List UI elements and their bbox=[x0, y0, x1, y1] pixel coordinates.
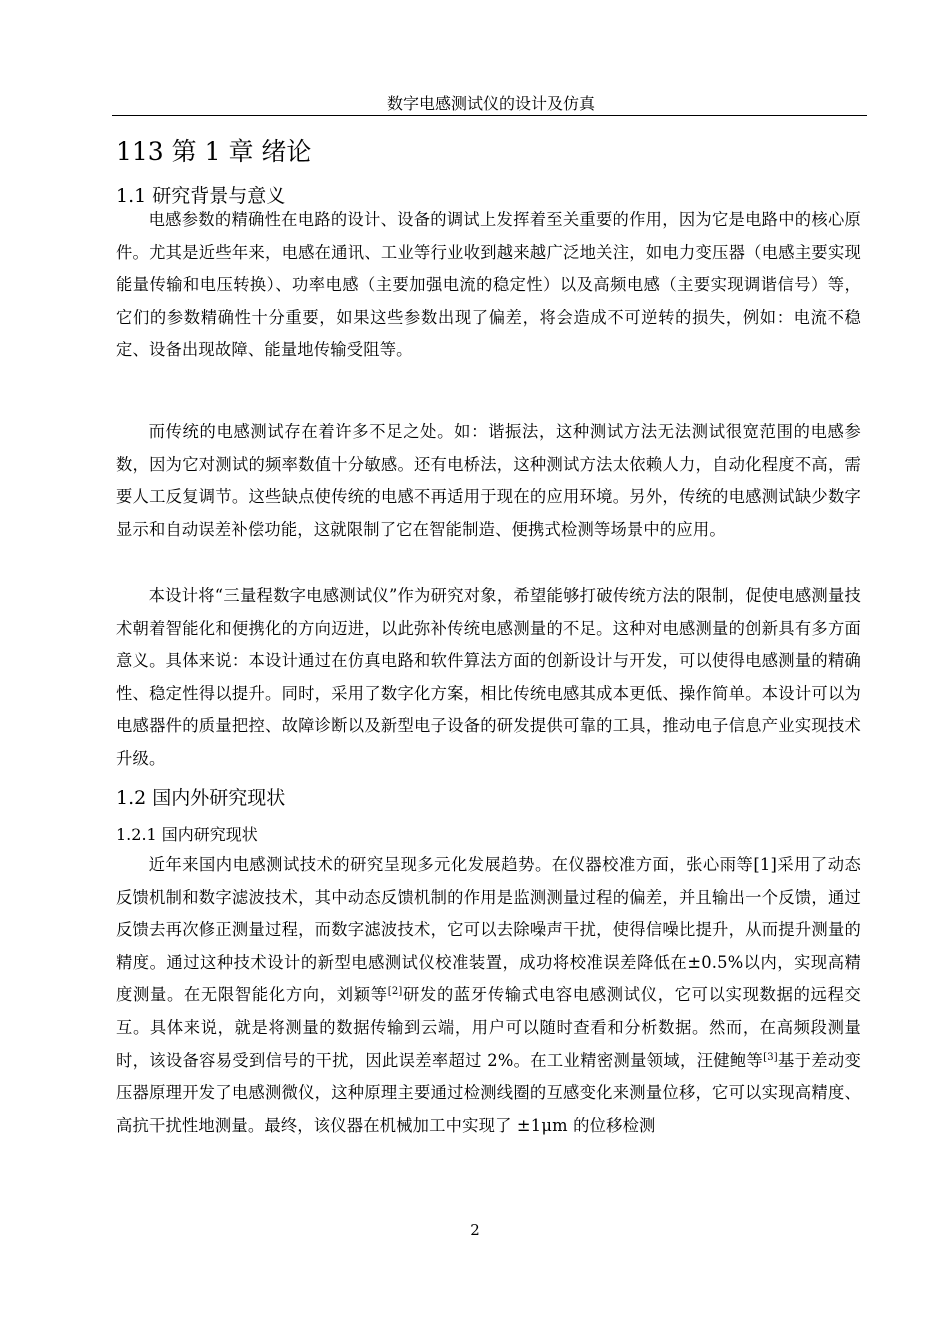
section-heading-1-1: 1.1 研究背景与意义 bbox=[116, 185, 286, 207]
paragraph-text-part-2: 研发的蓝牙传输式电容电感测试仪，它可以实现数据的远程交互。具体来说，就是将测量的数据传输到云端，用户可以随时查看和分析数据。然而，在高频段测量时，该设备容易受到信号的干扰，因此误差率超过 2%。在工业精密测量领域，汪健鲍等 bbox=[116, 985, 862, 1070]
header-divider bbox=[112, 115, 867, 116]
citation-3: [3] bbox=[763, 1051, 778, 1063]
paragraph-background-3: 本设计将“三量程数字电感测试仪”作为研究对象，希望能够打破传统方法的限制，促使电感测量技术朝着智能化和便携化的方向迈进，以此弥补传统电感测量的不足。这种对电感测量的创新具有多方面意义。具体来说：本设计通过在仿真电路和软件算法方面的创新设计与开发，可以使得电感测量的精确性、稳定性得以提升。同时，采用了数字化方案，相比传统电感其成本更低、操作简单。本设计可以为电感器件的质量把控、故障诊断以及新型电子设备的研发提供可靠的工具，推动电子信息产业实现技术升级。 bbox=[116, 586, 861, 768]
paragraph-background-2: 而传统的电感测试存在着许多不足之处。如：谐振法，这种测试方法无法测试很宽范围的电感参数，因为它对测试的频率数值十分敏感。还有电桥法，这种测试方法太依赖人力，自动化程度不高，需要人工反复调节。这些缺点使传统的电感不再适用于现在的应用环境。另外，传统的电感测试缺少数字显示和自动误差补偿功能，这就限制了它在智能制造、便携式检测等场景中的应用。 bbox=[116, 422, 861, 539]
paragraph-text-part-3: 基于差动变压器原理开发了电感测微仪，这种原理主要通过检测线圈的互感变化来测量位移，它可以实现高精度、高抗干扰性地测量。最终，该仪器在机械加工中实现了 ±1μm 的位移检测 bbox=[116, 1050, 861, 1135]
section-heading-1-2: 1.2 国内外研究现状 bbox=[116, 787, 286, 809]
citation-2: [2] bbox=[387, 986, 403, 998]
paragraph-background-1: 电感参数的精确性在电路的设计、设备的调试上发挥着至关重要的作用，因为它是电路中的核心原件。尤其是近些年来，电感在通讯、工业等行业收到越来越广泛地关注，如电力变压器（电感主要实现能量传输和电压转换）、功率电感（主要加强电流的稳定性）以及高频电感（主要实现调谐信号）等，它们的参数精确性十分重要，如果这些参数出现了偏差，将会造成不可逆转的损失，例如：电流不稳定、设备出现故障、能量地传输受阻等。 bbox=[116, 210, 861, 360]
paragraph-text-part-1: 近年来国内电感测试技术的研究呈现多元化发展趋势。在仪器校准方面，张心雨等[1]采用了动态反馈机制和数字滤波技术，其中动态反馈机制的作用是监测测量过程的偏差，并且输出一个反馈，通过反馈去再次修正测量过程，而数字滤波技术，它可以去除噪声干扰，使得信噪比提升，从而提升测量的精度。通过这种技术设计的新型电感测试仪校准装置，成功将校准误差降低在±0.5%以内，实现高精度测量。在无限智能化方向，刘颖等 bbox=[116, 855, 861, 1005]
chapter-title: 113 第 1 章 绪论 bbox=[116, 137, 312, 166]
page-number: 2 bbox=[470, 1221, 480, 1239]
paragraph-domestic-research bbox=[116, 849, 861, 1142]
subsection-heading-1-2-1: 1.2.1 国内研究现状 bbox=[116, 825, 258, 844]
running-header: 数字电感测试仪的设计及仿真 bbox=[386, 94, 595, 113]
